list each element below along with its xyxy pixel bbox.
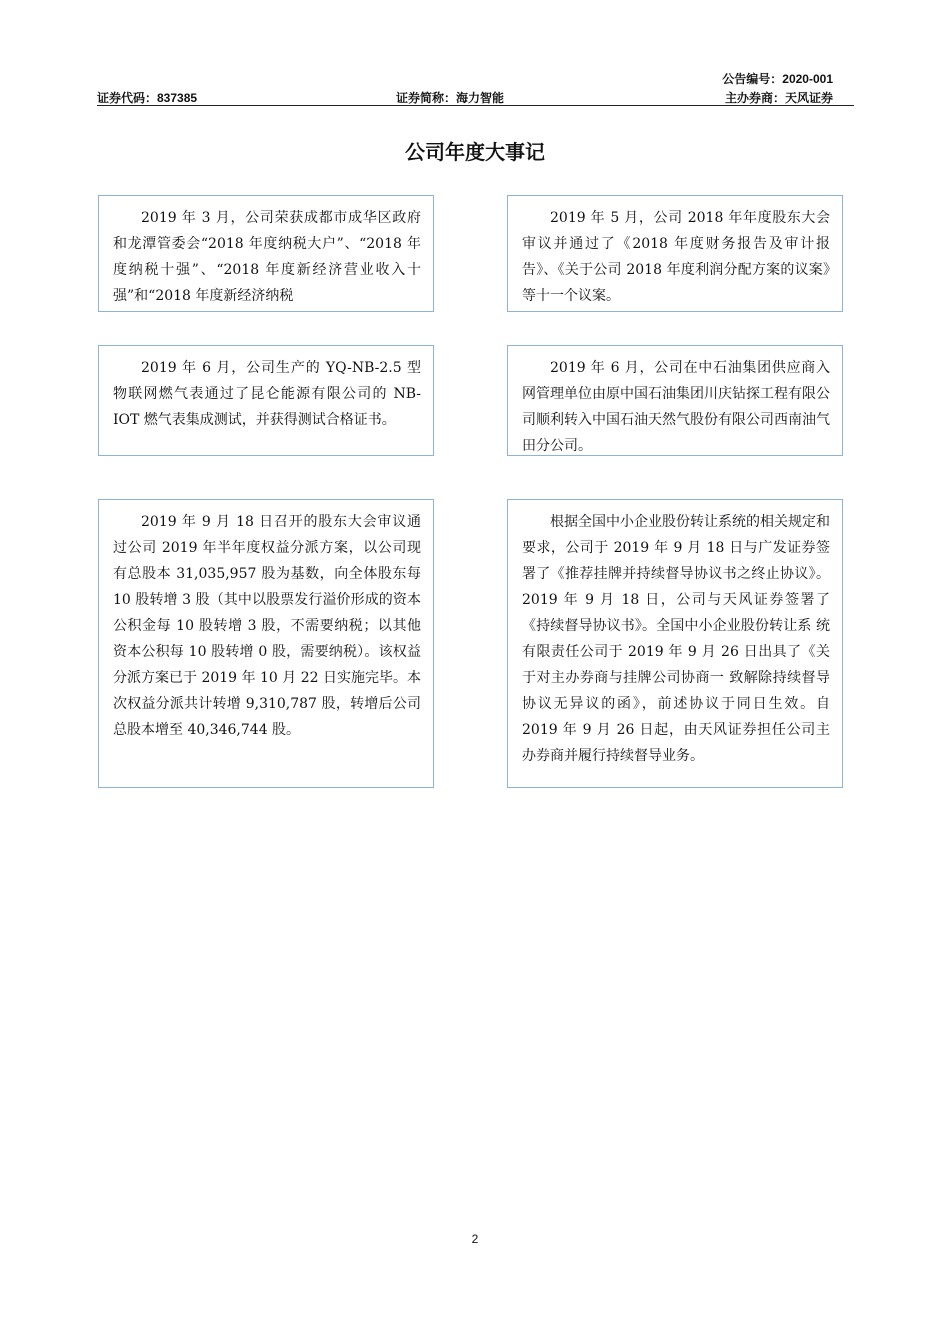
event-box-supplier-transfer: 2019 年 6 月，公司在中石油集团供应商入网管理单位由原中国石油集团川庆钻探工程有限公司顺利转入中国石油天然气股份有限公司西南油气田分公司。 — [507, 345, 843, 456]
announcement-number: 公告编号：2020-001 — [722, 72, 833, 86]
event-box-equity-distribution: 2019 年 9 月 18 日召开的股东大会审议通过公司 2019 年半年度权益分派方案，以公司现有总股本 31,035,957 股为基数，向全体股东每 10 股转增 3 股（其中以股票发行溢价形成的资本公积金每 10 股转增 3 股，不需要纳税；以其他资本公积每 10 股转增 0 股，需要纳税）。该权益分派方案已于 2019 年 10 月 22 日实施完毕。本次权益分派共计转增 9,310,787 股，转增后公司总股本增至 40,346,744 股。 — [98, 499, 434, 788]
stock-name: 证券简称：海力智能 — [396, 91, 505, 105]
header-divider — [97, 105, 854, 106]
event-box-sponsor-change: 根据全国中小企业股份转让系统的相关规定和要求，公司于 2019 年 9 月 18 日与广发证券签署了《推荐挂牌并持续督导协议书之终止协议》。2019 年 9 月 18 日，公司与天风证券签署了《持续督导协议书》。全国中小企业股份转让系 统有限责任公司于 2019 年 9 月 26 日出具了《关于对主办券商与挂牌公司协商一 致解除持续督导协议无异议的函》，前述协议于同日生效。自 2019 年 9 月 26 日起，由天风证券担任公司主办券商并履行持续督导业务。 — [507, 499, 843, 788]
page-number: 2 — [471, 1232, 479, 1246]
event-box-gas-meter-test: 2019 年 6 月，公司生产的 YQ-NB-2.5 型物联网燃气表通过了昆仑能源有限公司的 NB-IOT 燃气表集成测试，并获得测试合格证书。 — [98, 345, 434, 456]
page-title: 公司年度大事记 — [405, 140, 545, 164]
event-box-tax-award: 2019 年 3 月，公司荣获成都市成华区政府和龙潭管委会“2018 年度纳税大户”、“2018 年度纳税十强”、“2018 年度新经济营业收入十强”和“2018 年度新经济纳税 — [98, 195, 434, 312]
stock-code: 证券代码：837385 — [97, 91, 198, 105]
event-box-shareholder-meeting: 2019 年 5 月，公司 2018 年年度股东大会审议并通过了《2018 年度财务报告及审计报告》、《关于公司 2018 年度利润分配方案的议案》等十一个议案。 — [507, 195, 843, 312]
sponsor-broker: 主办券商：天风证券 — [724, 91, 833, 105]
